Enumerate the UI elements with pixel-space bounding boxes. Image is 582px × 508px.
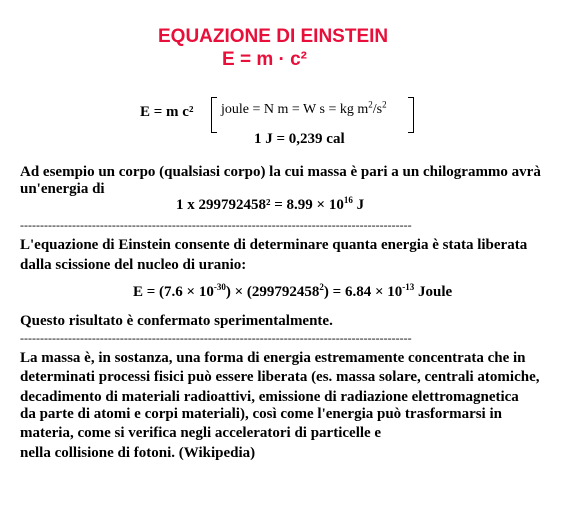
left-bracket (211, 97, 217, 133)
paragraph-line-6: nella collisione di fotoni. (Wikipedia) (20, 445, 256, 461)
example-calc-exp: 16 (343, 195, 353, 205)
paragraph-line-3: decadimento di materiali radioattivi, emissione di radiazione elettromagnetica (20, 389, 519, 405)
uranium-calc-exp-3: -13 (402, 282, 415, 292)
uranium-calc-c: ) = 6.84 × 10 (323, 284, 403, 300)
paragraph-line-4: da parte di atomi e corpi materiali), così come l'energia può trasformarsi in (20, 406, 502, 422)
uranium-calc-b: ) × (299792458 (225, 284, 320, 300)
paragraph-line-5: materia, come si verifica negli acceleratori di particelle e (20, 425, 382, 441)
separator-2: -------------------------------------------------------------------------------------------------- (20, 331, 412, 345)
example-line-1: Ad esempio un corpo (qualsiasi corpo) la cui massa è pari a un chilogrammo avrà (20, 164, 541, 180)
example-calc-prefix: 1 x 299792458² = 8.99 × 10 (176, 197, 344, 213)
uranium-line-2: dalla scissione del nucleo di uranio: (20, 257, 247, 273)
units-exp-2: 2 (382, 99, 387, 110)
uranium-calculation (133, 284, 452, 301)
uranium-calc-d: Joule (414, 284, 453, 300)
units-exp-1: 2 (368, 99, 373, 110)
header-formula: E = m · c² (222, 49, 307, 70)
right-bracket (408, 97, 414, 133)
example-calculation (176, 197, 364, 214)
conversion-text: 1 J = 0,239 cal (254, 131, 345, 147)
example-line-2: un'energia di (20, 181, 105, 197)
separator-1: -------------------------------------------------------------------------------------------------- (20, 218, 412, 232)
units-mid: /s (372, 102, 383, 117)
paragraph-line-2: determinati processi fisici può essere liberata (es. massa solare, centrali atomiche, (20, 369, 540, 385)
uranium-calc-exp-1: -30 (213, 282, 226, 292)
uranium-line-1: L'equazione di Einstein consente di determinare quanta energia è stata liberata (20, 237, 528, 253)
example-calc-suffix: J (352, 197, 365, 213)
confirmation-text: Questo risultato è confermato sperimentalmente. (20, 313, 333, 329)
uranium-calc-exp-2: 2 (319, 282, 324, 292)
paragraph-line-1: La massa è, in sostanza, una forma di energia estremamente concentrata che in (20, 350, 526, 366)
formula-lhs: E = m c² (140, 104, 194, 120)
page-title: EQUAZIONE DI EINSTEIN (158, 26, 389, 47)
uranium-calc-a: E = (7.6 × 10 (133, 284, 214, 300)
units-equivalence (221, 99, 387, 118)
units-prefix: joule = N m = W s = kg m (221, 102, 369, 117)
